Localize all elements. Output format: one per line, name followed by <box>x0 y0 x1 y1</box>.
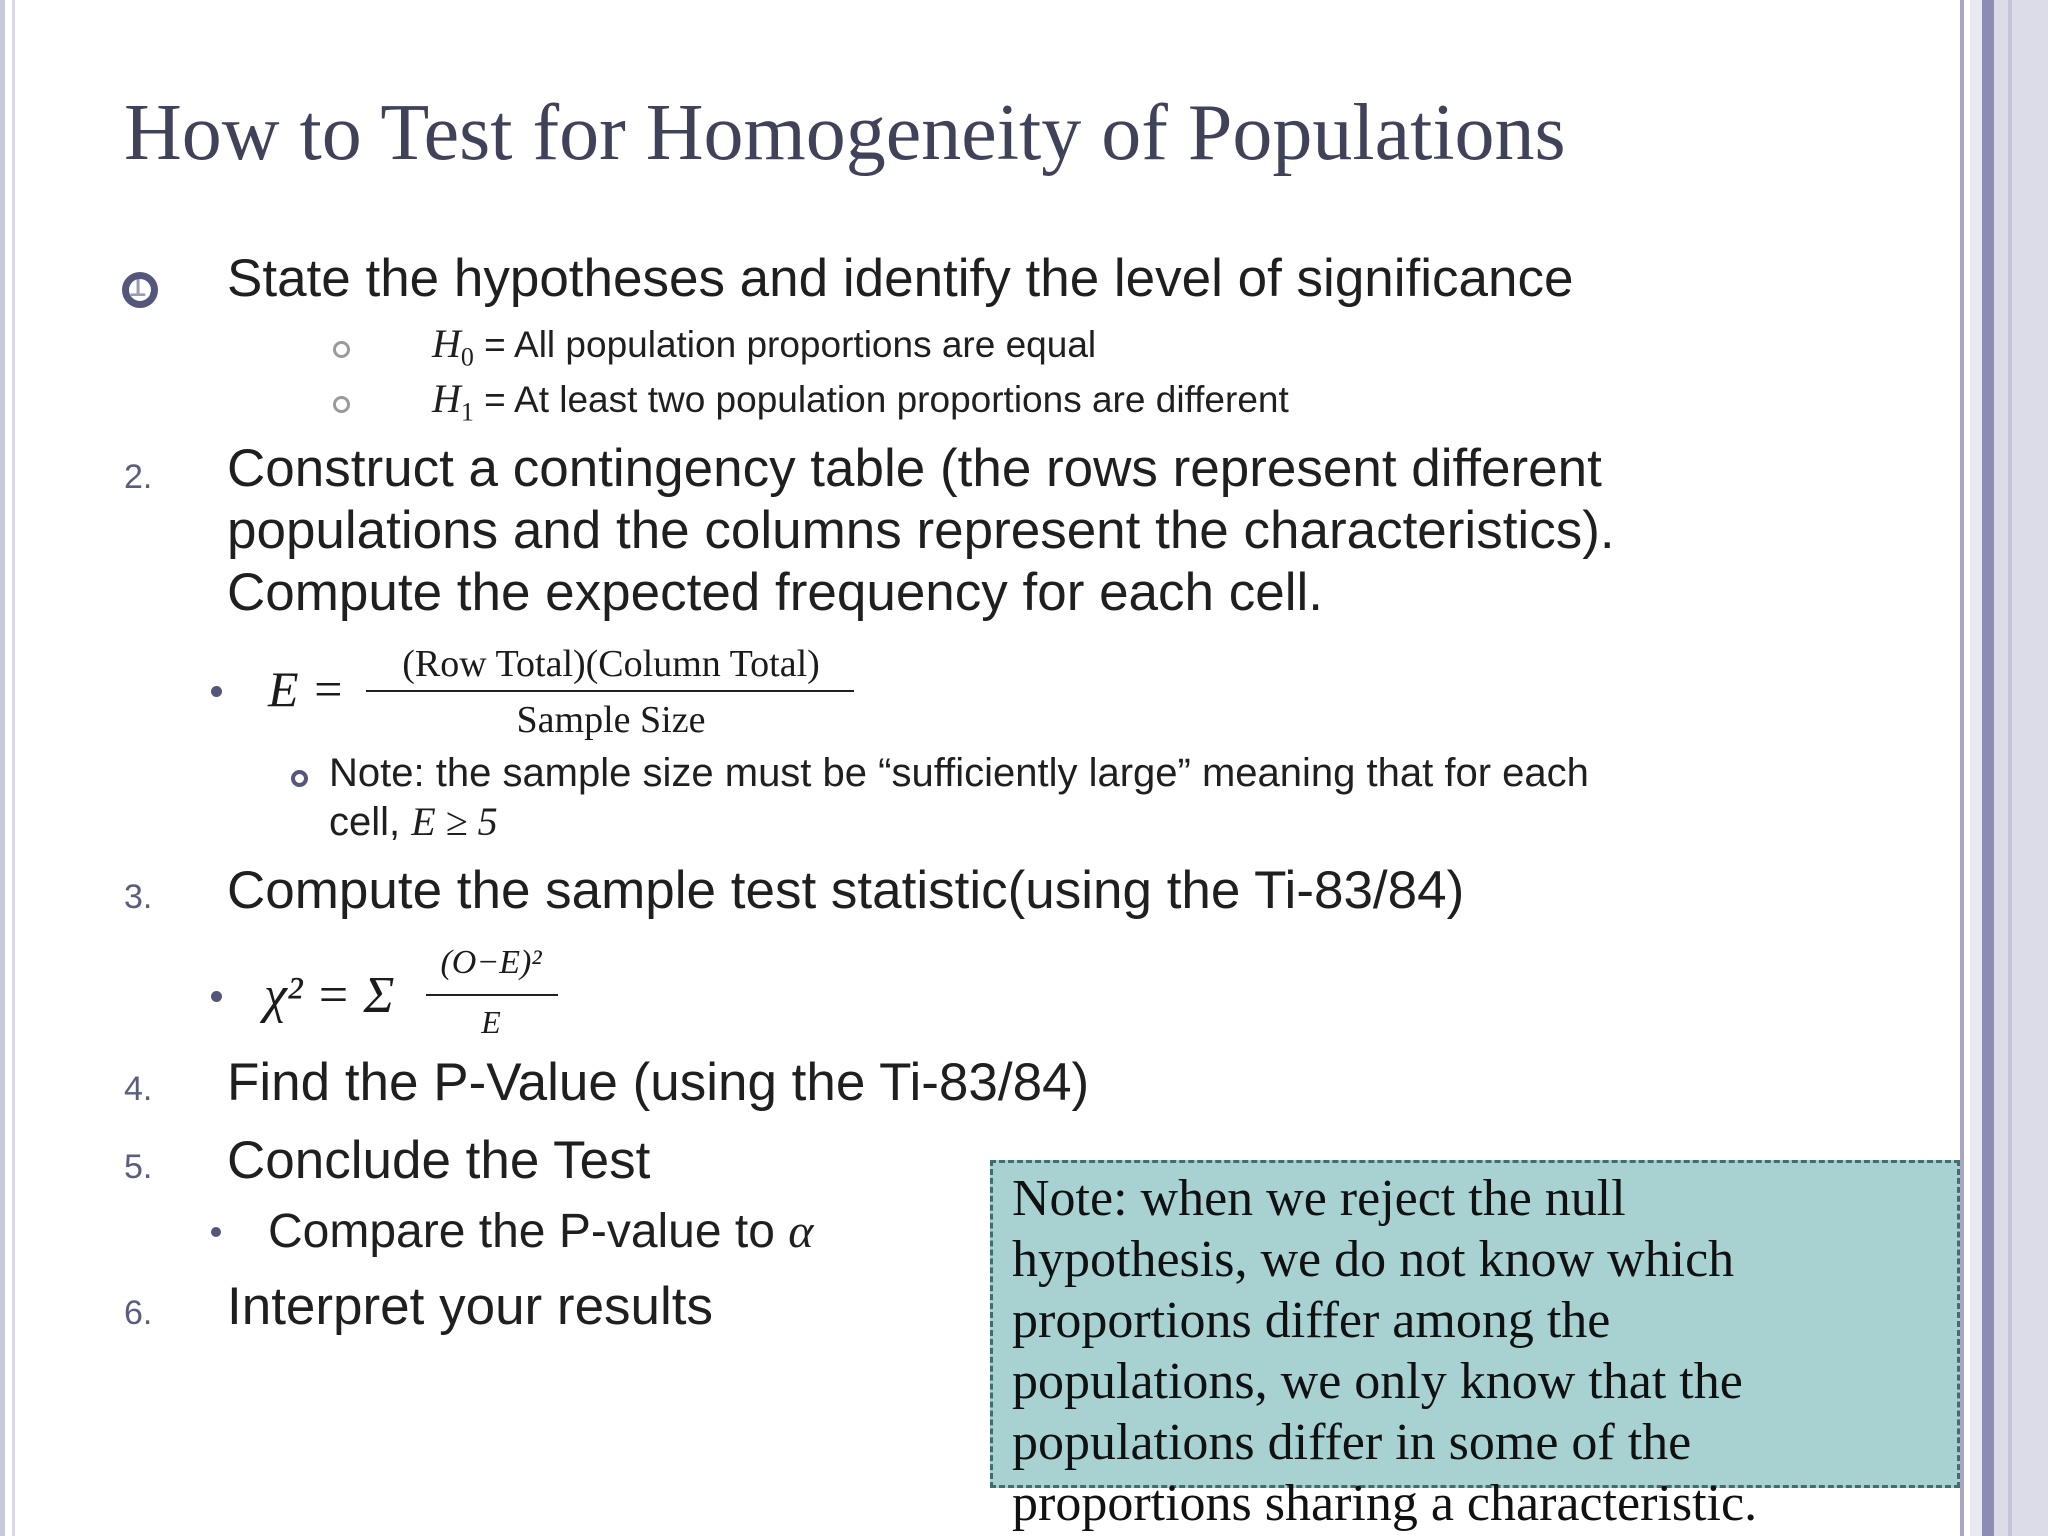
bullet-icon <box>211 1227 221 1237</box>
note-callout-text <box>1012 1168 2022 1534</box>
chi-square-formula-numerator: (O−E)² <box>440 944 542 981</box>
sub-bullet-icon <box>291 770 308 787</box>
left-border-inner <box>12 0 15 1536</box>
step-2-line-3: Compute the expected frequency for each cell. <box>227 563 1323 622</box>
sub-bullet-icon <box>333 341 350 358</box>
expected-formula-denominator: Sample Size <box>516 699 706 741</box>
sub-bullet-icon <box>333 396 350 413</box>
step-4-number: 4. <box>124 1070 153 1108</box>
step-1-bullet-icon <box>122 272 158 308</box>
note-line: populations, we only know that the <box>1012 1353 1743 1410</box>
step-3-number: 3. <box>124 878 153 916</box>
step-4-text: Find the P-Value (using the Ti-83/84) <box>227 1053 1090 1112</box>
note-line: proportions sharing a characteristic. <box>1012 1475 1758 1532</box>
note-line: hypothesis, we do not know which <box>1012 1231 1735 1288</box>
fraction-bar <box>366 690 854 692</box>
step-2-line-2: populations and the columns represent the characteristics). <box>227 501 1615 560</box>
step-2-number: 2. <box>124 458 153 496</box>
bullet-icon <box>211 686 222 697</box>
step-5-sub-text: Compare the P-value to α <box>268 1205 814 1258</box>
bullet-icon <box>211 991 222 1002</box>
note-line: proportions differ among the <box>1012 1292 1611 1349</box>
chi-square-formula-denominator: E <box>481 1004 501 1040</box>
hypothesis-null: $H_0$ = All population proportions are equal <box>432 321 1097 372</box>
step-5-number: 5. <box>124 1148 153 1186</box>
step-5-text: Conclude the Test <box>227 1131 651 1190</box>
fraction-bar <box>426 994 558 996</box>
step-2-line-1: Construct a contingency table (the rows represent different <box>227 439 1602 498</box>
hypothesis-alternative: $H_1 = At$ least two population proportions are different <box>432 376 1289 427</box>
step-1-number: 1. <box>128 266 157 304</box>
step-3-text: Compute the sample test statistic(using the Ti-83/84) <box>227 861 1465 920</box>
slide-title: How to Test for Homogeneity of Populations <box>124 89 1566 177</box>
chi-square-formula-lhs: χ² = Σ <box>264 967 395 1024</box>
sample-size-note-line-1: Note: the sample size must be “sufficiently large” meaning that for each <box>329 751 1589 795</box>
left-border <box>0 0 5 1536</box>
step-6-number: 6. <box>124 1294 153 1332</box>
expected-formula-numerator: (Row Total)(Column Total) <box>402 643 820 685</box>
note-line: Note: when we reject the null <box>1012 1170 1626 1227</box>
step-1-text: State the hypotheses and identify the level of significance <box>227 249 1574 308</box>
step-6-text: Interpret your results <box>227 1277 714 1336</box>
note-line: populations differ in some of the <box>1012 1414 1692 1471</box>
sample-size-note-line-2: cell, E ≥ 5 <box>329 799 498 844</box>
expected-formula-lhs: E = <box>268 661 345 717</box>
